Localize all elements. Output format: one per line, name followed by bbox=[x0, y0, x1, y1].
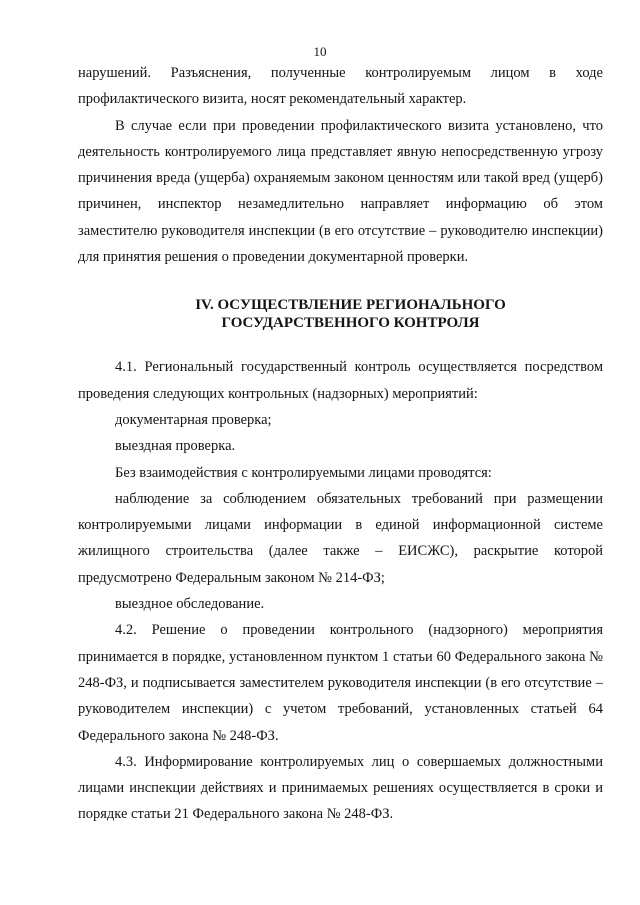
section-heading-line-1: IV. ОСУЩЕСТВЛЕНИЕ РЕГИОНАЛЬНОГО bbox=[195, 297, 506, 314]
list-item-field-check: выездная проверка. bbox=[115, 438, 236, 455]
list-item-observation: наблюдение за соблюдением обязательных требований при размещении контролируемыми лицами информации в единой информационной системе жилищного строительства (далее также – ЕИСЖС), раскрытие которой предусмотрено Федеральным законом № 214-ФЗ; bbox=[78, 490, 603, 586]
paragraph-4-3: 4.3. Информирование контролируемых лиц о совершаемых должностными лицами инспекции действиях и принимаемых решениях осуществляется в сроки и порядке статьи 21 Федерального закона № 248-ФЗ. bbox=[78, 753, 603, 823]
section-heading bbox=[78, 296, 603, 332]
paragraph-4-2: 4.2. Решение о проведении контрольного (надзорного) мероприятия принимается в порядке, установленном пунктом 1 статьи 60 Федерального закона № 248-ФЗ, и подписывается заместителем руководителя инспекции (в его отсутствие – руководителем инспекции) с учетом требований, установленных статьей 64 Федерального закона № 248-ФЗ. bbox=[78, 622, 603, 744]
paragraph-4-1: 4.1. Региональный государственный контроль осуществляется посредством проведения следующих контрольных (надзорных) мероприятий: bbox=[78, 359, 603, 402]
paragraph-continuation: нарушений. Разъяснения, полученные контролируемым лицом в ходе профилактического визита, носят рекомендательный характер. bbox=[78, 65, 603, 108]
section-heading-line-2: ГОСУДАРСТВЕННОГО КОНТРОЛЯ bbox=[221, 315, 480, 332]
paragraph-without-interaction: Без взаимодействия с контролируемыми лицами проводятся: bbox=[115, 464, 492, 481]
document-body bbox=[78, 60, 603, 828]
list-item-field-survey: выездное обследование. bbox=[115, 596, 265, 613]
list-item-documentary-check: документарная проверка; bbox=[115, 411, 272, 428]
page-number: 10 bbox=[313, 44, 327, 59]
paragraph-preventive-visit: В случае если при проведении профилактического визита установлено, что деятельность контролируемого лица представляет явную непосредственную угрозу причинения вреда (ущерба) охраняемым законом ценностям или такой вред (ущерб) причинен, инспектор незамедлительно направляет информацию об этом заместителю руководителя инспекции (в его отсутствие – руководителю инспекции) для принятия решения о проведении документарной проверки. bbox=[78, 117, 603, 266]
